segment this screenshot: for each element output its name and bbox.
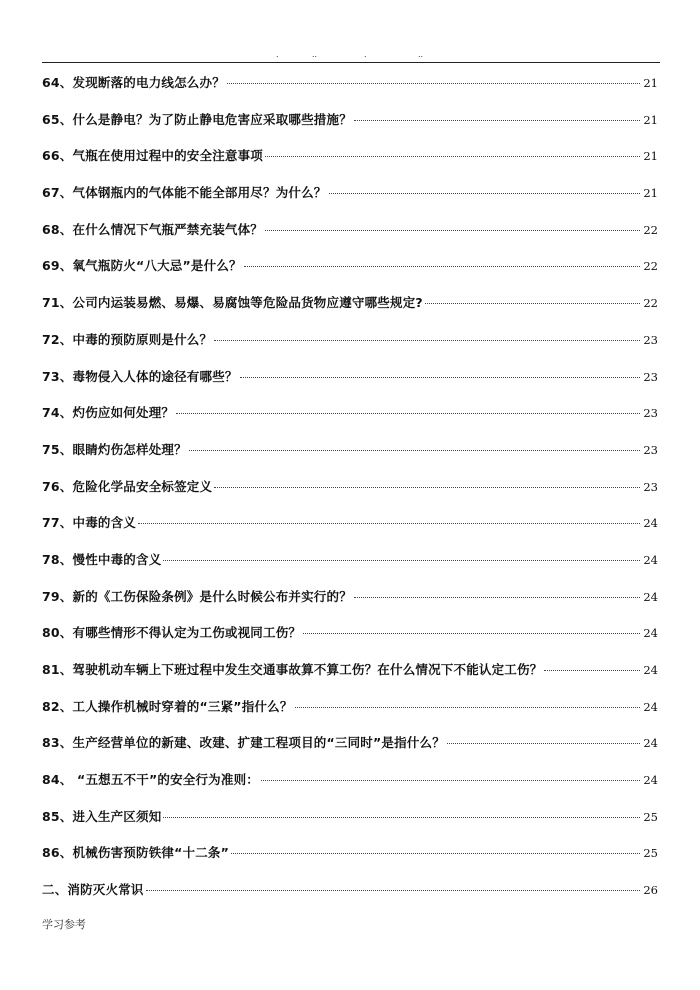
toc-entry[interactable] bbox=[42, 367, 658, 404]
toc-entry-page-number: 24 bbox=[643, 552, 658, 567]
table-of-contents bbox=[42, 73, 658, 917]
toc-dot-leader bbox=[303, 633, 640, 634]
toc-entry-page-number: 25 bbox=[643, 846, 658, 861]
toc-entry[interactable] bbox=[42, 256, 658, 293]
toc-dot-leader bbox=[231, 853, 640, 854]
toc-entry[interactable] bbox=[42, 697, 658, 734]
toc-dot-leader bbox=[163, 817, 640, 818]
toc-entry[interactable] bbox=[42, 513, 658, 550]
toc-entry-page-number: 23 bbox=[643, 479, 658, 494]
toc-entry[interactable] bbox=[42, 73, 658, 110]
footer-label: 学习参考 bbox=[42, 918, 86, 931]
toc-entry-title: 64、发现断落的电力线怎么办？ bbox=[42, 75, 225, 90]
toc-entry-page-number: 24 bbox=[643, 626, 658, 641]
toc-dot-leader bbox=[240, 377, 640, 378]
toc-entry-title: 69、氧气瓶防火“八大忌”是什么？ bbox=[42, 258, 242, 274]
toc-entry-title: 80、有哪些情形不得认定为工伤或视同工伤？ bbox=[42, 625, 302, 641]
toc-entry-page-number: 22 bbox=[643, 259, 658, 274]
header-mark: .. bbox=[418, 50, 424, 59]
toc-entry[interactable] bbox=[42, 550, 658, 587]
toc-entry-page-number: 22 bbox=[643, 296, 658, 311]
toc-entry[interactable] bbox=[42, 293, 658, 330]
toc-entry-title: 79、新的《工伤保险条例》是什么时候公布并实行的？ bbox=[42, 588, 352, 604]
toc-entry-title: 81、驾驶机动车辆上下班过程中发生交通事故算不算工伤？在什么情况下不能认定工伤？ bbox=[42, 662, 543, 677]
toc-dot-leader bbox=[261, 780, 640, 781]
toc-entry-page-number: 24 bbox=[643, 699, 658, 714]
toc-entry[interactable] bbox=[42, 807, 658, 844]
toc-entry-title: 65、什么是静电？为了防止静电危害应采取哪些措施？ bbox=[42, 111, 352, 127]
toc-entry-title: 75、眼睛灼伤怎样处理？ bbox=[42, 441, 187, 457]
toc-dot-leader bbox=[138, 523, 640, 524]
toc-dot-leader bbox=[163, 560, 640, 561]
toc-entry-page-number: 23 bbox=[643, 406, 658, 421]
toc-entry-title: 84、 “五想五不干”的安全行为准则： bbox=[42, 772, 259, 788]
toc-entry-page-number: 23 bbox=[643, 369, 658, 384]
toc-dot-leader bbox=[544, 670, 640, 671]
toc-entry-title: 77、中毒的含义 bbox=[42, 515, 136, 531]
toc-entry-title: 72、中毒的预防原则是什么？ bbox=[42, 331, 213, 347]
toc-dot-leader bbox=[354, 597, 640, 598]
toc-entry-title: 78、慢性中毒的含义 bbox=[42, 551, 162, 567]
toc-entry-page-number: 24 bbox=[643, 589, 658, 604]
toc-entry[interactable] bbox=[42, 733, 658, 770]
header-mark: . bbox=[364, 50, 367, 59]
toc-entry[interactable] bbox=[42, 660, 658, 697]
header-marks bbox=[270, 50, 450, 60]
toc-entry-title: 82、工人操作机械时穿着的“三紧”指什么？ bbox=[42, 698, 293, 714]
toc-entry[interactable] bbox=[42, 623, 658, 660]
toc-entry-title: 68、在什么情况下气瓶严禁充装气体？ bbox=[42, 221, 263, 237]
toc-dot-leader bbox=[214, 340, 640, 341]
toc-entry-page-number: 21 bbox=[643, 186, 658, 201]
toc-entry[interactable] bbox=[42, 220, 658, 257]
toc-dot-leader bbox=[265, 156, 640, 157]
toc-entry-page-number: 21 bbox=[643, 149, 658, 164]
toc-dot-leader bbox=[146, 890, 640, 891]
toc-entry-page-number: 21 bbox=[643, 112, 658, 127]
toc-entry[interactable] bbox=[42, 477, 658, 514]
toc-dot-leader bbox=[189, 450, 640, 451]
toc-entry-title: 67、气体钢瓶内的气体能不能全部用尽？为什么？ bbox=[42, 185, 327, 201]
toc-entry[interactable] bbox=[42, 146, 658, 183]
toc-entry-page-number: 23 bbox=[643, 442, 658, 457]
toc-entry-title: 83、生产经营单位的新建、改建、扩建工程项目的“三同时”是指什么？ bbox=[42, 735, 445, 751]
toc-entry[interactable] bbox=[42, 843, 658, 880]
toc-entry-title: 二、消防灭火常识 bbox=[42, 882, 144, 898]
header-mark: . bbox=[276, 50, 279, 59]
toc-entry[interactable] bbox=[42, 330, 658, 367]
toc-entry[interactable] bbox=[42, 587, 658, 624]
toc-entry-title: 86、机械伤害预防铁律“十二条” bbox=[42, 845, 230, 861]
toc-dot-leader bbox=[447, 743, 640, 744]
toc-dot-leader bbox=[176, 413, 640, 414]
toc-entry[interactable] bbox=[42, 110, 658, 147]
toc-entry-page-number: 22 bbox=[643, 222, 658, 237]
toc-entry[interactable] bbox=[42, 440, 658, 477]
toc-entry[interactable] bbox=[42, 880, 658, 917]
toc-entry[interactable] bbox=[42, 770, 658, 807]
toc-entry-title: 76、危险化学品安全标签定义 bbox=[42, 478, 213, 494]
toc-entry-title: 74、灼伤应如何处理？ bbox=[42, 405, 175, 421]
toc-entry-title: 73、毒物侵入人体的途径有哪些？ bbox=[42, 368, 238, 384]
toc-entry[interactable] bbox=[42, 183, 658, 220]
toc-dot-leader bbox=[265, 230, 640, 231]
toc-entry-page-number: 24 bbox=[643, 773, 658, 788]
toc-entry[interactable] bbox=[42, 403, 658, 440]
toc-entry-title: 66、气瓶在使用过程中的安全注意事项 bbox=[42, 148, 263, 164]
header-divider bbox=[42, 62, 660, 63]
toc-dot-leader bbox=[244, 266, 640, 267]
toc-dot-leader bbox=[227, 83, 640, 84]
toc-entry-page-number: 24 bbox=[643, 516, 658, 531]
toc-dot-leader bbox=[329, 193, 641, 194]
toc-dot-leader bbox=[425, 303, 640, 304]
toc-entry-page-number: 21 bbox=[643, 76, 658, 90]
toc-entry-title: 85、进入生产区须知 bbox=[42, 808, 162, 824]
toc-entry-page-number: 23 bbox=[643, 332, 658, 347]
toc-entry-page-number: 24 bbox=[643, 736, 658, 751]
toc-entry-page-number: 24 bbox=[643, 663, 658, 677]
toc-entry-page-number: 26 bbox=[643, 883, 658, 898]
toc-dot-leader bbox=[295, 707, 640, 708]
toc-dot-leader bbox=[214, 487, 640, 488]
toc-entry-page-number: 25 bbox=[643, 809, 658, 824]
toc-dot-leader bbox=[354, 120, 640, 121]
header-mark: .. bbox=[312, 50, 318, 59]
toc-entry-title: 71、公司内运装易燃、易爆、易腐蚀等危险品货物应遵守哪些规定? bbox=[42, 295, 423, 311]
